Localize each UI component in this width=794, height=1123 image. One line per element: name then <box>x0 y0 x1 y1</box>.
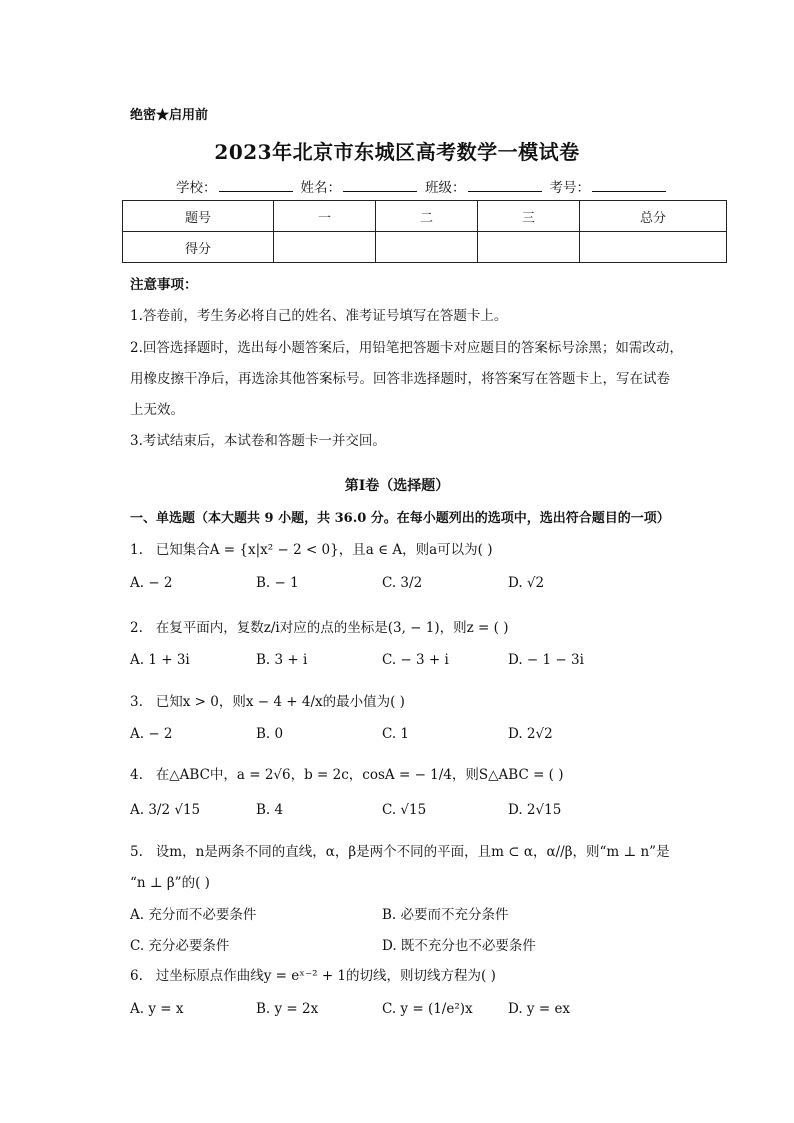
question-5 <box>130 840 670 860</box>
score-input-cell[interactable] <box>580 232 727 263</box>
question-text: 在复平面内，复数z/i对应的点的坐标是(3, − 1)，则z = ( ) <box>155 620 509 636</box>
option-c[interactable]: C. √15 <box>382 802 427 818</box>
option-c[interactable]: C. − 3 + i <box>382 652 449 668</box>
option-b[interactable]: B. 4 <box>256 802 284 818</box>
question-number: 5. <box>130 844 143 860</box>
option-a[interactable]: A. 充分而不必要条件 <box>130 907 257 923</box>
exam-title: 2023年北京市东城区高考数学一模试卷 <box>214 140 580 164</box>
option-c[interactable]: C. 3/2 <box>382 575 423 591</box>
table-cell: 三 <box>478 201 580 232</box>
note-item-2-line-3: 上无效。 <box>130 402 184 418</box>
option-c[interactable]: C. y = (1/e²)x <box>382 1001 473 1017</box>
section-title: 第I卷（选择题） <box>344 478 450 494</box>
option-b[interactable]: B. 0 <box>256 726 284 742</box>
question-5-continued: “n ⊥ β”的( ) <box>130 875 210 891</box>
option-d[interactable]: D. y = ex <box>508 1001 571 1017</box>
option-c[interactable]: C. 1 <box>382 726 410 742</box>
option-d[interactable]: D. 既不充分也不必要条件 <box>382 938 536 954</box>
note-item-2-line-1: 2.回答选择题时，选出每小题答案后，用铅笔把答题卡对应题目的答案标号涂黑；如需改动， <box>130 340 683 356</box>
question-6 <box>130 964 496 984</box>
student-info-row <box>176 176 674 196</box>
school-field[interactable] <box>176 176 293 196</box>
option-a[interactable]: A. y = x <box>130 1001 184 1017</box>
option-c[interactable]: C. 充分必要条件 <box>130 938 230 954</box>
option-b[interactable]: B. y = 2x <box>256 1001 319 1017</box>
class-label: 班级： <box>425 180 466 196</box>
question-text: 已知x > 0，则x − 4 + 4/x的最小值为( ) <box>155 694 405 710</box>
table-cell: 一 <box>274 201 376 232</box>
question-number: 2. <box>130 620 143 636</box>
table-row <box>123 201 727 232</box>
note-item-3: 3.考试结束后，本试卷和答题卡一并交回。 <box>130 433 386 449</box>
score-input-cell[interactable] <box>274 232 376 263</box>
option-d[interactable]: D. 2√2 <box>508 726 553 742</box>
question-4 <box>130 763 564 783</box>
table-cell: 二 <box>376 201 478 232</box>
option-a[interactable]: A. 1 + 3i <box>130 652 190 668</box>
school-label: 学校： <box>176 180 217 196</box>
option-a[interactable]: A. − 2 <box>130 726 173 742</box>
question-text: 已知集合A = {x|x² − 2 < 0}，且a ∈ A，则a可以为( ) <box>155 542 493 558</box>
confidential-label: 绝密★启用前 <box>130 108 209 123</box>
option-d[interactable]: D. 2√15 <box>508 802 562 818</box>
table-row <box>123 232 727 263</box>
table-cell: 题号 <box>123 201 274 232</box>
score-table <box>122 200 727 263</box>
table-cell: 得分 <box>123 232 274 263</box>
note-item-1: 1.答卷前，考生务必将自己的姓名、准考证号填写在答题卡上。 <box>130 308 508 324</box>
name-field[interactable] <box>301 176 418 196</box>
question-2 <box>130 616 508 636</box>
question-3 <box>130 690 405 710</box>
part-heading: 一、单选题（本大题共 9 小题，共 36.0 分。在每小题列出的选项中，选出符合题目的一项） <box>130 511 670 526</box>
question-text: 在△ABC中，a = 2√6，b = 2c，cosA = − 1/4，则S△ABC = ( ) <box>155 767 564 783</box>
question-1 <box>130 538 493 558</box>
option-a[interactable]: A. 3/2 √15 <box>130 802 201 818</box>
question-text: 过坐标原点作曲线y = eˣ⁻² + 1的切线，则切线方程为( ) <box>155 968 496 984</box>
option-b[interactable]: B. − 1 <box>256 575 299 591</box>
name-label: 姓名： <box>300 180 341 196</box>
question-number: 6. <box>130 968 143 984</box>
notes-heading: 注意事项： <box>130 277 198 293</box>
question-number: 4. <box>130 767 143 783</box>
option-b[interactable]: B. 3 + i <box>256 652 308 668</box>
question-number: 3. <box>130 694 143 710</box>
exam-number-label: 考号： <box>549 180 590 196</box>
score-input-cell[interactable] <box>376 232 478 263</box>
option-b[interactable]: B. 必要而不充分条件 <box>382 907 509 923</box>
question-number: 1. <box>130 542 143 558</box>
option-d[interactable]: D. √2 <box>508 575 545 591</box>
exam-number-field[interactable] <box>550 176 667 196</box>
score-input-cell[interactable] <box>478 232 580 263</box>
note-item-2-line-2: 用橡皮擦干净后，再选涂其他答案标号。回答非选择题时，将答案写在答题卡上，写在试卷 <box>130 371 670 387</box>
table-cell: 总分 <box>580 201 727 232</box>
option-d[interactable]: D. − 1 − 3i <box>508 652 584 668</box>
option-a[interactable]: A. − 2 <box>130 575 173 591</box>
question-text: 设m，n是两条不同的直线，α，β是两个不同的平面，且m ⊂ α，α//β，则“m ⊥ n”是 <box>155 844 670 860</box>
class-field[interactable] <box>425 176 542 196</box>
